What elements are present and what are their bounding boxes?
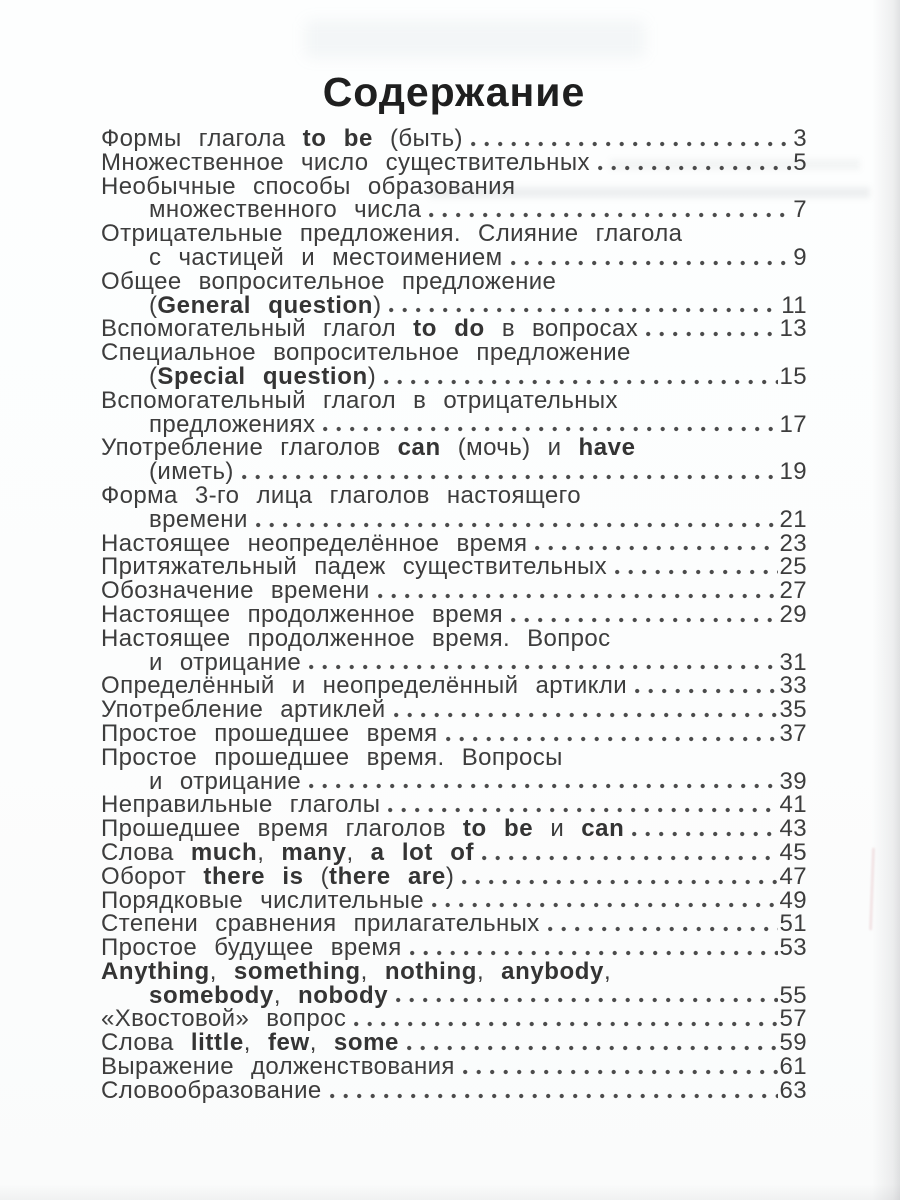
toc-text: Настоящее продолженное время. Вопрос xyxy=(101,624,611,652)
toc-entry xyxy=(101,698,807,722)
toc-entry xyxy=(101,579,807,603)
toc-line xyxy=(101,386,807,414)
toc-line xyxy=(101,505,807,533)
toc-text: Настоящее продолженное время xyxy=(101,600,503,628)
dot-leader xyxy=(309,664,777,670)
toc-text: Общее вопросительное предложение xyxy=(101,267,557,295)
dot-leader xyxy=(635,688,777,694)
toc-line xyxy=(101,793,807,817)
dot-leader xyxy=(511,260,792,266)
toc-entry xyxy=(101,341,807,389)
toc-line xyxy=(101,648,807,676)
toc-text: (General question) xyxy=(149,291,382,319)
toc-text: Прошедшее время глаголов to be и can xyxy=(101,815,625,843)
dot-leader xyxy=(535,545,777,551)
page-number: 41 xyxy=(779,791,807,819)
page-number: 3 xyxy=(793,125,807,152)
toc-line xyxy=(101,460,807,484)
page-number: 19 xyxy=(779,458,807,486)
toc-line xyxy=(101,362,807,390)
scan-shadow-right xyxy=(872,0,900,1200)
dot-leader xyxy=(598,165,791,171)
toc-line xyxy=(101,862,807,890)
page-number: 47 xyxy=(779,862,807,890)
toc-text: Вспомогательный глагол to do в вопросах xyxy=(101,315,639,343)
toc-text: Множественное число существительных xyxy=(101,148,590,176)
dot-leader xyxy=(389,307,779,313)
toc-line xyxy=(101,1031,807,1055)
page-number: 51 xyxy=(779,910,807,938)
toc-text: времени xyxy=(149,505,248,533)
toc-text: Формы глагола to be (быть) xyxy=(101,125,463,152)
toc-entry xyxy=(101,529,807,557)
dot-leader xyxy=(323,426,777,432)
toc-text: Вспомогательный глагол в отрицательных xyxy=(101,386,618,414)
page-number: 37 xyxy=(779,719,807,747)
toc-line xyxy=(101,481,807,509)
page-number: 55 xyxy=(779,981,807,1009)
page-number: 21 xyxy=(779,505,807,533)
page-number: 63 xyxy=(779,1076,807,1104)
toc-text: Выражение долженствования xyxy=(101,1053,455,1081)
toc-entry xyxy=(101,886,807,914)
toc-line xyxy=(101,674,807,698)
toc-entry xyxy=(101,1031,807,1055)
scan-artifact-ghost xyxy=(305,20,645,58)
page-number: 33 xyxy=(779,672,807,700)
toc-line xyxy=(101,148,807,176)
toc-line xyxy=(101,719,807,747)
page-number: 11 xyxy=(781,291,807,319)
toc-line xyxy=(101,698,807,722)
page-number: 7 xyxy=(793,196,807,224)
toc-entry xyxy=(101,481,807,533)
page-number: 35 xyxy=(779,696,807,724)
dot-leader xyxy=(482,855,777,861)
toc-entry xyxy=(101,436,807,484)
toc-line xyxy=(101,886,807,914)
dot-leader xyxy=(388,807,777,813)
toc-entry xyxy=(101,862,807,890)
toc-entry xyxy=(101,743,807,795)
toc-text: Отрицательные предложения. Слияние глагола xyxy=(101,220,683,248)
toc-entry xyxy=(101,793,807,817)
toc-entry xyxy=(101,624,807,676)
toc-line xyxy=(101,127,807,151)
toc-line xyxy=(101,936,807,960)
toc-line xyxy=(101,436,807,460)
toc-line xyxy=(101,1076,807,1104)
dot-leader xyxy=(384,379,777,385)
toc-entry xyxy=(101,386,807,438)
dot-leader xyxy=(548,926,778,932)
toc-line xyxy=(101,198,807,222)
toc-entry xyxy=(101,674,807,698)
dot-leader xyxy=(410,950,778,956)
toc-entry xyxy=(101,719,807,747)
dot-leader xyxy=(256,522,778,528)
toc-text: Порядковые числительные xyxy=(101,886,424,914)
toc-line xyxy=(101,172,807,200)
page-number: 31 xyxy=(779,648,807,676)
dot-leader xyxy=(242,474,778,480)
dot-leader xyxy=(632,831,777,837)
page-number: 57 xyxy=(779,1005,807,1033)
toc-line xyxy=(101,529,807,557)
scan-artifact-page-edge xyxy=(870,848,875,930)
page-number: 25 xyxy=(779,553,807,581)
toc-line xyxy=(101,912,807,936)
toc-line xyxy=(101,267,807,295)
page-number: 49 xyxy=(779,886,807,914)
toc-text: Употребление глаголов can (мочь) и have xyxy=(101,434,636,462)
dot-leader xyxy=(396,997,777,1003)
toc-text: множественного числа xyxy=(149,196,422,224)
toc-entry xyxy=(101,912,807,936)
toc-entry xyxy=(101,957,807,1009)
toc-line xyxy=(101,410,807,438)
toc-entry xyxy=(101,817,807,841)
page-number: 61 xyxy=(779,1053,807,1081)
page-number: 29 xyxy=(779,600,807,628)
dot-leader xyxy=(429,212,791,218)
toc-entry xyxy=(101,1055,807,1079)
page-number: 5 xyxy=(793,148,807,176)
page-number: 39 xyxy=(779,767,807,795)
dot-leader xyxy=(432,902,778,908)
toc-text: Обозначение времени xyxy=(101,577,370,605)
toc-line xyxy=(101,1055,807,1079)
dot-leader xyxy=(615,569,777,575)
toc-line xyxy=(101,743,807,771)
toc-text: Форма 3-го лица глаголов настоящего xyxy=(101,481,581,509)
toc-entry xyxy=(101,127,807,151)
toc-text: Оборот there is (there are) xyxy=(101,862,455,890)
toc-entry xyxy=(101,1076,807,1104)
toc-entry xyxy=(101,222,807,270)
toc-text: Употребление артиклей xyxy=(101,696,386,724)
toc-entry xyxy=(101,317,807,341)
toc-text: и отрицание xyxy=(149,767,302,795)
page-number: 43 xyxy=(779,815,807,843)
dot-leader xyxy=(407,1045,778,1051)
page-number: 17 xyxy=(779,410,807,438)
toc-text: Настоящее неопределённое время xyxy=(101,529,528,557)
dot-leader xyxy=(646,331,777,337)
page-number: 59 xyxy=(779,1029,807,1057)
toc-text: Необычные способы образования xyxy=(101,172,516,200)
toc-text: (иметь) xyxy=(149,458,234,486)
toc-text: предложениях xyxy=(149,410,316,438)
toc-line xyxy=(101,317,807,341)
toc-entry xyxy=(101,600,807,628)
toc-line xyxy=(101,767,807,795)
toc-line xyxy=(101,981,807,1009)
toc-list xyxy=(101,127,807,1103)
toc-line xyxy=(101,579,807,603)
toc-entry xyxy=(101,555,807,579)
page-number: 23 xyxy=(779,529,807,557)
toc-text: Определённый и неопределённый артикли xyxy=(101,672,628,700)
toc-entry xyxy=(101,148,807,176)
page-number: 13 xyxy=(779,315,807,343)
dot-leader xyxy=(511,617,778,623)
page-number: 53 xyxy=(779,934,807,962)
toc-line xyxy=(101,600,807,628)
toc-line xyxy=(101,1007,807,1031)
dot-leader xyxy=(309,783,777,789)
toc-text: Притяжательный падеж существительных xyxy=(101,553,608,581)
toc-text: (Special question) xyxy=(149,362,377,390)
page-number: 9 xyxy=(793,243,807,271)
toc-text: Слова little, few, some xyxy=(101,1029,399,1057)
toc-text: Простое прошедшее время xyxy=(101,719,438,747)
toc-line xyxy=(101,817,807,841)
toc-text: Словообразование xyxy=(101,1076,322,1104)
dot-leader xyxy=(354,1021,777,1027)
toc-text: Anything, something, nothing, anybody, xyxy=(101,957,612,985)
toc-line xyxy=(101,243,807,271)
toc-text: Степени сравнения прилагательных xyxy=(101,910,540,938)
toc-line xyxy=(101,838,807,866)
toc-text: somebody, nobody xyxy=(149,981,389,1009)
toc-text: Слова much, many, a lot of xyxy=(101,838,475,866)
toc-line xyxy=(101,222,807,246)
toc-line xyxy=(101,341,807,365)
toc-text: Простое будущее время xyxy=(101,934,402,962)
toc-entry xyxy=(101,172,807,224)
page-number: 27 xyxy=(779,577,807,605)
dot-leader xyxy=(463,1069,778,1075)
page-number: 15 xyxy=(779,362,807,390)
dot-leader xyxy=(378,593,778,599)
page-number: 45 xyxy=(779,838,807,866)
toc-line xyxy=(101,624,807,652)
page-title: Содержание xyxy=(322,69,586,115)
scan-shadow-bottom xyxy=(0,1184,900,1200)
toc-text: Простое прошедшее время. Вопросы xyxy=(101,743,563,771)
dot-leader xyxy=(471,141,791,147)
toc-entry xyxy=(101,936,807,960)
toc-text: «Хвостовой» вопрос xyxy=(101,1005,347,1033)
toc-entry xyxy=(101,838,807,866)
toc-text: и отрицание xyxy=(149,648,302,676)
toc-text: Специальное вопросительное предложение xyxy=(101,339,631,367)
toc-line xyxy=(101,291,807,319)
toc-content xyxy=(101,70,807,1103)
toc-entry xyxy=(101,267,807,319)
toc-text: с частицей и местоимением xyxy=(149,243,503,271)
toc-line xyxy=(101,957,807,985)
toc-entry xyxy=(101,1007,807,1031)
toc-text: Неправильные глаголы xyxy=(101,791,381,819)
dot-leader xyxy=(446,736,778,742)
dot-leader xyxy=(462,879,777,885)
toc-line xyxy=(101,555,807,579)
dot-leader xyxy=(394,712,778,718)
dot-leader xyxy=(330,1093,778,1099)
